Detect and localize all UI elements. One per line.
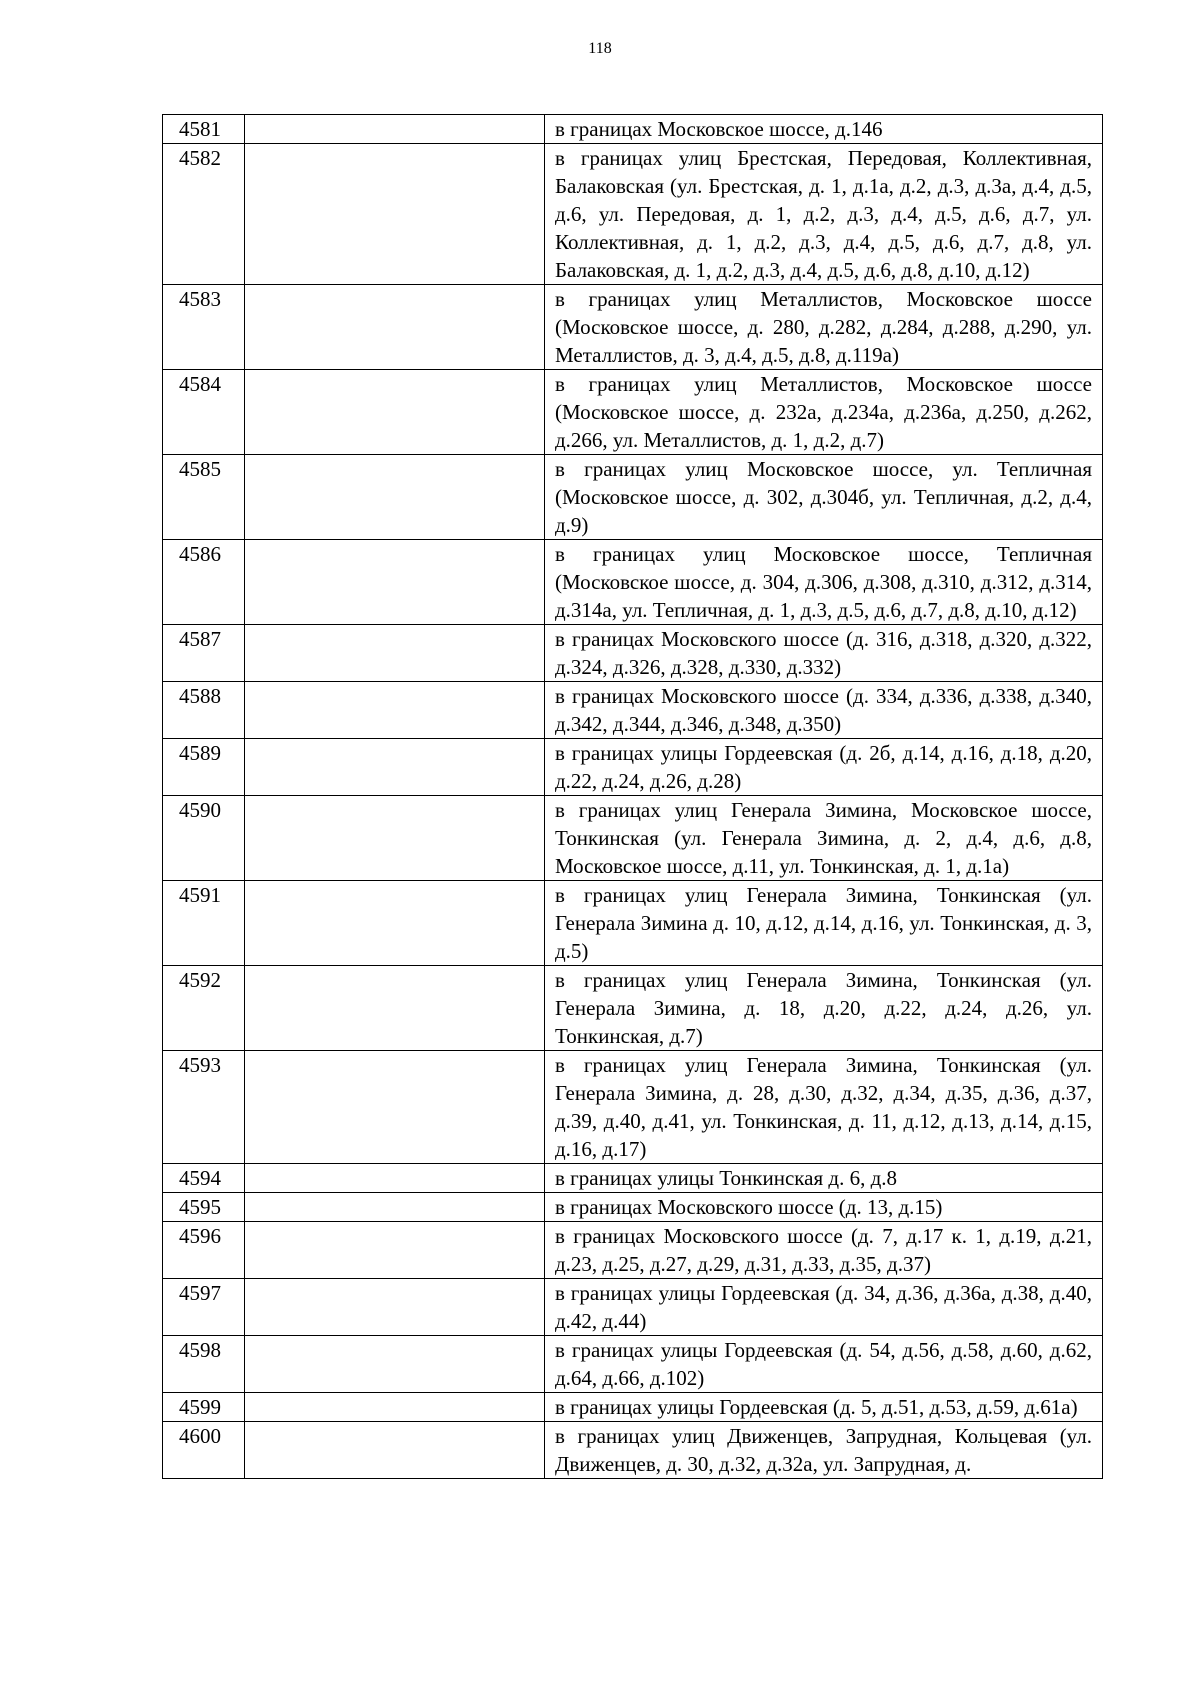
boundary-description: в границах улицы Гордеевская (д. 5, д.51, д.53, д.59, д.61а) xyxy=(545,1393,1103,1422)
row-number: 4589 xyxy=(163,739,245,796)
boundary-description: в границах улиц Движенцев, Запрудная, Кольцевая (ул. Движенцев, д. 30, д.32, д.32а, ул. Запрудная, д. xyxy=(545,1422,1103,1479)
row-number: 4595 xyxy=(163,1193,245,1222)
page-number: 118 xyxy=(588,40,612,57)
boundary-description: в границах улиц Металлистов, Московское шоссе (Московское шоссе, д. 280, д.282, д.284, д.288, д.290, ул. Металлистов, д. 3, д.4, д.5, д.8, д.119а) xyxy=(545,285,1103,370)
table-row xyxy=(163,115,1103,144)
boundary-description: в границах Московское шоссе, д.146 xyxy=(545,115,1103,144)
empty-cell xyxy=(245,285,545,370)
table-row xyxy=(163,1164,1103,1193)
row-number: 4600 xyxy=(163,1422,245,1479)
boundary-description: в границах улиц Московское шоссе, Тепличная (Московское шоссе, д. 304, д.306, д.308, д.310, д.312, д.314, д.314а, ул. Тепличная, д. 1, д.3, д.5, д.6, д.7, д.8, д.10, д.12) xyxy=(545,540,1103,625)
row-number: 4583 xyxy=(163,285,245,370)
table-row xyxy=(163,285,1103,370)
boundary-description: в границах улиц Генерала Зимина, Тонкинская (ул. Генерала Зимина д. 10, д.12, д.14, д.16, ул. Тонкинская, д. 3, д.5) xyxy=(545,881,1103,966)
boundary-description: в границах Московского шоссе (д. 334, д.336, д.338, д.340, д.342, д.344, д.346, д.348, д.350) xyxy=(545,682,1103,739)
boundary-description: в границах улицы Гордеевская (д. 2б, д.14, д.16, д.18, д.20, д.22, д.24, д.26, д.28) xyxy=(545,739,1103,796)
table-row xyxy=(163,370,1103,455)
row-number: 4587 xyxy=(163,625,245,682)
table-row xyxy=(163,1193,1103,1222)
empty-cell xyxy=(245,739,545,796)
row-number: 4584 xyxy=(163,370,245,455)
empty-cell xyxy=(245,1051,545,1164)
boundary-description: в границах улиц Металлистов, Московское шоссе (Московское шоссе, д. 232а, д.234а, д.236а, д.250, д.262, д.266, ул. Металлистов, д. 1, д.2, д.7) xyxy=(545,370,1103,455)
empty-cell xyxy=(245,881,545,966)
empty-cell xyxy=(245,966,545,1051)
boundary-description: в границах улицы Гордеевская (д. 54, д.56, д.58, д.60, д.62, д.64, д.66, д.102) xyxy=(545,1336,1103,1393)
table-row xyxy=(163,881,1103,966)
table-row xyxy=(163,1393,1103,1422)
table-body xyxy=(163,115,1103,1479)
empty-cell xyxy=(245,1164,545,1193)
table-row xyxy=(163,144,1103,285)
empty-cell xyxy=(245,1222,545,1279)
empty-cell xyxy=(245,1393,545,1422)
empty-cell xyxy=(245,370,545,455)
boundary-description: в границах улиц Генерала Зимина, Московское шоссе, Тонкинская (ул. Генерала Зимина, д. 2, д.4, д.6, д.8, Московское шоссе, д.11, ул. Тонкинская, д. 1, д.1а) xyxy=(545,796,1103,881)
empty-cell xyxy=(245,682,545,739)
boundary-description: в границах улиц Генерала Зимина, Тонкинская (ул. Генерала Зимина, д. 28, д.30, д.32, д.34, д.35, д.36, д.37, д.39, д.40, д.41, ул. Тонкинская, д. 11, д.12, д.13, д.14, д.15, д.16, д.17) xyxy=(545,1051,1103,1164)
row-number: 4599 xyxy=(163,1393,245,1422)
table-row xyxy=(163,739,1103,796)
row-number: 4590 xyxy=(163,796,245,881)
empty-cell xyxy=(245,115,545,144)
row-number: 4597 xyxy=(163,1279,245,1336)
empty-cell xyxy=(245,1336,545,1393)
empty-cell xyxy=(245,1422,545,1479)
empty-cell xyxy=(245,625,545,682)
empty-cell xyxy=(245,796,545,881)
boundary-description: в границах улицы Гордеевская (д. 34, д.36, д.36а, д.38, д.40, д.42, д.44) xyxy=(545,1279,1103,1336)
empty-cell xyxy=(245,1193,545,1222)
boundary-description: в границах Московского шоссе (д. 13, д.15) xyxy=(545,1193,1103,1222)
row-number: 4581 xyxy=(163,115,245,144)
boundary-description: в границах улиц Брестская, Передовая, Коллективная, Балаковская (ул. Брестская, д. 1, д.1а, д.2, д.3, д.3а, д.4, д.5, д.6, ул. Передовая, д. 1, д.2, д.3, д.4, д.5, д.6, д.7, ул. Коллективная, д. 1, д.2, д.3, д.4, д.5, д.6, д.7, д.8, ул. Балаковская, д. 1, д.2, д.3, д.4, д.5, д.6, д.8, д.10, д.12) xyxy=(545,144,1103,285)
empty-cell xyxy=(245,144,545,285)
row-number: 4591 xyxy=(163,881,245,966)
row-number: 4588 xyxy=(163,682,245,739)
row-number: 4594 xyxy=(163,1164,245,1193)
row-number: 4593 xyxy=(163,1051,245,1164)
row-number: 4596 xyxy=(163,1222,245,1279)
boundary-description: в границах улиц Генерала Зимина, Тонкинская (ул. Генерала Зимина, д. 18, д.20, д.22, д.24, д.26, ул. Тонкинская, д.7) xyxy=(545,966,1103,1051)
row-number: 4592 xyxy=(163,966,245,1051)
boundary-description: в границах улиц Московское шоссе, ул. Тепличная (Московское шоссе, д. 302, д.304б, ул. Тепличная, д.2, д.4, д.9) xyxy=(545,455,1103,540)
table-row xyxy=(163,1336,1103,1393)
boundary-description: в границах улицы Тонкинская д. 6, д.8 xyxy=(545,1164,1103,1193)
table-row xyxy=(163,1222,1103,1279)
table-row xyxy=(163,1279,1103,1336)
district-table xyxy=(162,114,1103,1479)
row-number: 4586 xyxy=(163,540,245,625)
boundary-description: в границах Московского шоссе (д. 316, д.318, д.320, д.322, д.324, д.326, д.328, д.330, д.332) xyxy=(545,625,1103,682)
row-number: 4582 xyxy=(163,144,245,285)
table-row xyxy=(163,796,1103,881)
empty-cell xyxy=(245,540,545,625)
table-row xyxy=(163,625,1103,682)
row-number: 4585 xyxy=(163,455,245,540)
table-row xyxy=(163,1051,1103,1164)
table-row xyxy=(163,682,1103,739)
table-row xyxy=(163,1422,1103,1479)
row-number: 4598 xyxy=(163,1336,245,1393)
table-row xyxy=(163,966,1103,1051)
table-row xyxy=(163,455,1103,540)
boundary-description: в границах Московского шоссе (д. 7, д.17 к. 1, д.19, д.21, д.23, д.25, д.27, д.29, д.31, д.33, д.35, д.37) xyxy=(545,1222,1103,1279)
table-row xyxy=(163,540,1103,625)
empty-cell xyxy=(245,455,545,540)
empty-cell xyxy=(245,1279,545,1336)
